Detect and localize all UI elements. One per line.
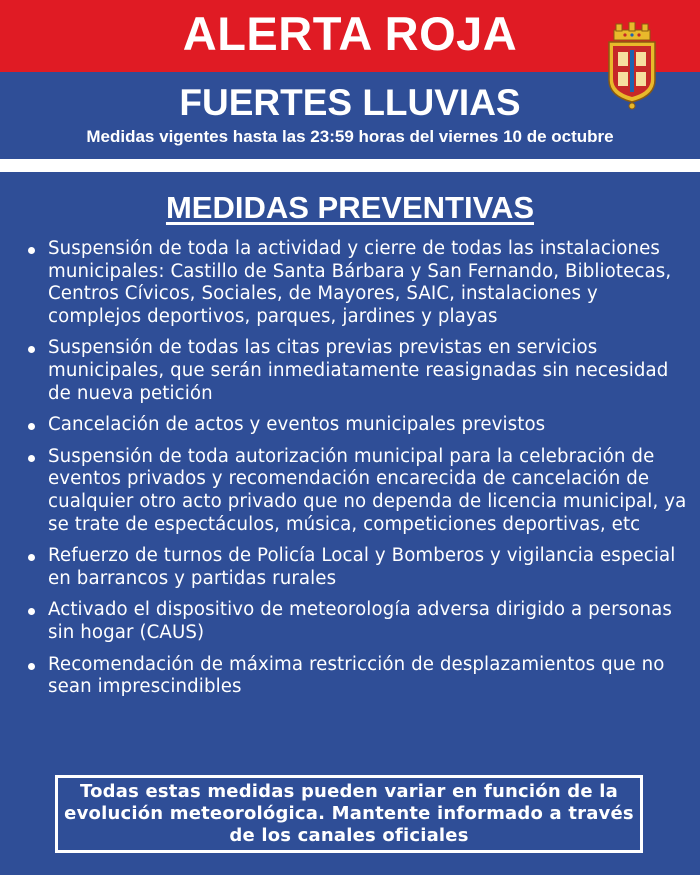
bullet-icon <box>28 663 35 670</box>
list-item <box>28 337 688 405</box>
measure-text: Suspensión de toda autorización municipal para la celebración de eventos privados y recomendación encarecida de cancelación de cualquier otro acto privado que no dependa de licencia municipal, ya se trate de espectáculos, música, competiciones deportivas, etc <box>48 445 687 535</box>
section-title-text: MEDIDAS PREVENTIVAS <box>165 190 535 225</box>
footer-notice-box <box>55 775 643 853</box>
measure-text: Refuerzo de turnos de Policía Local y Bomberos y vigilancia especial en barrancos y partidas rurales <box>48 545 676 589</box>
footer-notice-text: Todas estas medidas pueden variar en función de la evolución meteorológica. Mantente informado a través de los canales oficiales <box>64 781 634 846</box>
list-item <box>28 599 688 644</box>
measure-text: Activado el dispositivo de meteorología adversa dirigido a personas sin hogar (CAUS) <box>48 599 672 643</box>
bullet-icon <box>28 455 35 462</box>
list-item <box>28 545 688 590</box>
alert-title: ALERTA ROJA <box>182 7 518 60</box>
list-item <box>28 238 688 328</box>
list-item <box>28 414 688 437</box>
measures-list <box>28 238 688 708</box>
bullet-icon <box>28 608 35 615</box>
list-item <box>28 654 688 699</box>
measure-text: Suspensión de todas las citas previas previstas en servicios municipales, que serán inmediatamente reasignadas sin necesidad de nueva petición <box>48 337 669 404</box>
divider <box>0 159 700 172</box>
section-title <box>0 190 700 226</box>
bullet-icon <box>28 247 35 254</box>
measure-text: Cancelación de actos y eventos municipales previstos <box>48 414 546 436</box>
measure-text: Suspensión de toda la actividad y cierre de todas las instalaciones municipales: Castillo de Santa Bárbara y San Fernando, Bibliotecas, Centros Cívicos, Sociales, de Mayores, SAIC, instalaciones y complejos deportivos, parques, jardines y playas <box>48 238 672 327</box>
bullet-icon <box>28 423 35 430</box>
subtitle: FUERTES LLUVIAS <box>179 82 521 123</box>
bullet-icon <box>28 346 35 353</box>
bullet-icon <box>28 554 35 561</box>
list-item <box>28 446 688 536</box>
measure-text: Recomendación de máxima restricción de desplazamientos que no sean imprescindibles <box>48 653 665 698</box>
validity-notice: Medidas vigentes hasta las 23:59 horas del viernes 10 de octubre <box>86 127 614 146</box>
